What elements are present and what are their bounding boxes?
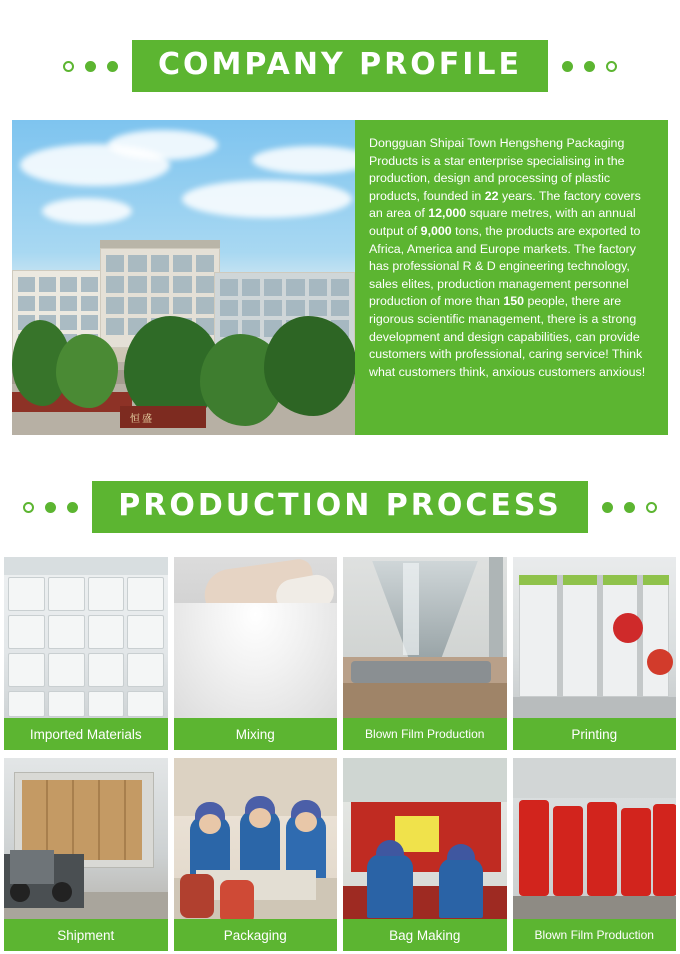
dot-filled-icon <box>562 61 573 72</box>
factory-exterior-photo <box>12 120 355 435</box>
dot-outline-icon <box>23 502 34 513</box>
process-caption: Shipment <box>4 919 168 951</box>
dot-filled-icon <box>624 502 635 513</box>
process-caption: Blown Film Production <box>343 718 507 750</box>
process-card-printing <box>513 557 677 750</box>
dot-filled-icon <box>584 61 595 72</box>
dot-outline-icon <box>63 61 74 72</box>
company-profile-paragraph: Dongguan Shipai Town Hengsheng Packaging Products is a star enterprise specialising in the production, design and processing of plastic products, founded in 22 years. The factory covers an area of 12,000 square metres, with an annual output of 9,000 tons, the products are exported to Africa, America and Europe markets. The factory has professional R & D engineering technology, sales elites, production management personnel production of more than 150 people, there are rigorous scientific management, there is a strong development and design capabilities, can provide customers with professional, caring service! Think what customers think, anxious customers anxious! <box>355 120 668 435</box>
hand-pouring-white-powder-photo <box>174 557 338 718</box>
process-card-blown-film-production <box>343 557 507 750</box>
process-caption: Mixing <box>174 718 338 750</box>
dot-filled-icon <box>107 61 118 72</box>
right-dot-group <box>602 502 657 513</box>
production-process-heading <box>0 481 680 533</box>
red-film-rolls-on-pallet-photo <box>513 758 677 919</box>
company-profile-title: COMPANY PROFILE <box>132 40 548 92</box>
dot-filled-icon <box>602 502 613 513</box>
warehouse-stacked-white-bags-photo <box>4 557 168 718</box>
dot-outline-icon <box>606 61 617 72</box>
left-dot-group <box>63 61 118 72</box>
process-card-imported-materials <box>4 557 168 750</box>
process-card-bag-making <box>343 758 507 951</box>
process-card-blown-film-production-2 <box>513 758 677 951</box>
workers-packing-at-table-photo <box>174 758 338 919</box>
forklift-loading-truck-photo <box>4 758 168 919</box>
worker-at-bag-making-machine-photo <box>343 758 507 919</box>
dot-outline-icon <box>646 502 657 513</box>
production-process-title: PRODUCTION PROCESS <box>92 481 588 533</box>
dot-filled-icon <box>45 502 56 513</box>
production-process-grid <box>4 557 676 951</box>
dot-filled-icon <box>85 61 96 72</box>
process-caption: Printing <box>513 718 677 750</box>
left-dot-group <box>23 502 78 513</box>
company-profile-block <box>12 120 668 435</box>
process-caption: Packaging <box>174 919 338 951</box>
right-dot-group <box>562 61 617 72</box>
company-profile-heading <box>0 40 680 92</box>
process-caption: Bag Making <box>343 919 507 951</box>
printing-machine-hall-photo <box>513 557 677 718</box>
gate-sign-text: 恒盛 <box>130 414 154 425</box>
process-card-mixing <box>174 557 338 750</box>
process-caption: Blown Film Production <box>513 919 677 951</box>
dot-filled-icon <box>67 502 78 513</box>
process-caption: Imported Materials <box>4 718 168 750</box>
process-card-shipment <box>4 758 168 951</box>
process-card-packaging <box>174 758 338 951</box>
blown-film-machine-cone-photo <box>343 557 507 718</box>
